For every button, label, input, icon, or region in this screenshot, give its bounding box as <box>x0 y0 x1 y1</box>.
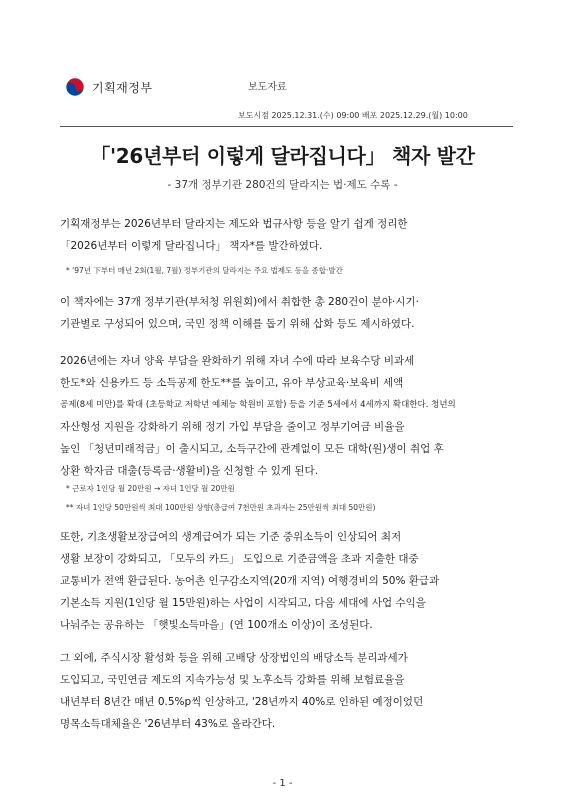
header-divider <box>60 126 513 127</box>
page-title: 「'26년부터 이렇게 달라집니다」 책자 발간 <box>90 144 475 168</box>
paragraph-1 <box>60 213 514 257</box>
paragraph-line: 높인 「청년미래적금」이 출시되고, 소득구간에 관계없이 모든 대학(원)생이 취업 후 <box>60 443 444 455</box>
paragraph-5 <box>60 647 514 735</box>
footnote-block-1 <box>66 263 514 278</box>
paragraph-line: 「2026년부터 이렇게 달라집니다」 책자*를 발간하였다. <box>60 240 323 252</box>
paragraph-line: 자산형성 지원을 강화하기 위해 정기 가입 부담을 줄이고 정부기여금 비율을 <box>60 421 405 433</box>
paragraph-line: 기관별로 구성되어 있으며, 국민 정책 이해를 돕기 위해 삽화 등도 제시하였다. <box>60 318 415 330</box>
page-number: - 1 - <box>272 778 293 789</box>
paragraph-4 <box>60 526 514 636</box>
paragraph-line: 또한, 기초생활보장급여의 생계급여가 되는 기준 중위소득이 인상되어 최저 <box>60 531 402 543</box>
taegeuk-logo-icon <box>64 76 86 98</box>
paragraph-line: 기본소득 지원(1인당 월 15만원)하는 사업이 시작되고, 다음 세대에 사업 수익을 <box>60 597 426 609</box>
paragraph-line: 나눠주는 공유하는 「햇빛소득마을」(연 100개소 이상)이 조성된다. <box>60 619 373 631</box>
org-name: 기획재정부 <box>92 80 153 95</box>
release-label: 보도자료 <box>248 82 287 93</box>
paragraph-line: 그 외에, 주식시장 활성화 등을 위해 고배당 상장법인의 배당소득 분리과세가 <box>60 652 408 664</box>
page-subtitle: - 37개 정부기관 280건의 달라지는 법·제도 수록 - <box>167 179 398 191</box>
paragraph-line: 상환 학자금 대출(등록금·생활비)을 신청할 수 있게 된다. <box>60 465 319 477</box>
paragraph-line: 도입되고, 국민연금 제도의 지속가능성 및 노후소득 강화를 위해 보험료율을 <box>60 674 405 686</box>
paragraph-line: 2026년에는 자녀 양육 부담을 완화하기 위해 자녀 수에 따라 보육수당 비과세 <box>60 355 415 367</box>
paragraph-line: 교통비가 전액 환급된다. 농어촌 인구감소지역(20개 지역) 여행경비의 50% 환급과 <box>60 575 440 587</box>
paragraph-line: 내년부터 8년간 매년 0.5%p씩 인상하고, '28년까지 40%로 인하된 예정이었던 <box>60 696 424 708</box>
paragraph-line: 공제(8세 미만)를 확대 (초등학교 저학년 예체능 학원비 포함) 등을 기준 5세에서 4세까지 확대한다. 청년의 <box>60 400 456 410</box>
footnote: ** 자녀 1인당 50만원씩 최대 100만원 상향(총급여 7천만원 초과자는 25만원씩 최대 50만원) <box>66 503 376 512</box>
ministry-logo <box>64 76 152 98</box>
paragraph-line: 기획재정부는 2026년부터 달라지는 제도와 법규사항 등을 알기 쉽게 정리한 <box>60 218 408 230</box>
paragraph-line: 이 책자에는 37개 정부기관(부처청 위원회)에서 취합한 총 280건이 분야·시기· <box>60 296 419 308</box>
footnote: * '97년 下부터 매년 2회(1월, 7월) 정부기관의 달라지는 주요 법제도 등을 종합·발간 <box>66 266 343 275</box>
paragraph-line: 한도*와 신용카드 등 소득공제 한도**를 높이고, 유아 부상교육·보육비 세액 <box>60 377 404 389</box>
paragraph-line: 명목소득대체율은 '26년부터 43%로 올라간다. <box>60 718 276 730</box>
footnote-block-3 <box>66 481 514 515</box>
paragraph-3 <box>60 350 514 482</box>
footnote: * 근로자 1인당 월 20만원 → 자녀 1인당 월 20만원 <box>66 484 235 493</box>
paragraph-line: 생활 보장이 강화되고, 「모두의 카드」 도입으로 기준금액을 초과 지출한 대중 <box>60 553 419 565</box>
paragraph-2 <box>60 291 514 335</box>
embargo-line: 보도시점 2025.12.31.(수) 09:00 배포 2025.12.29.(월) 10:00 <box>238 111 468 120</box>
